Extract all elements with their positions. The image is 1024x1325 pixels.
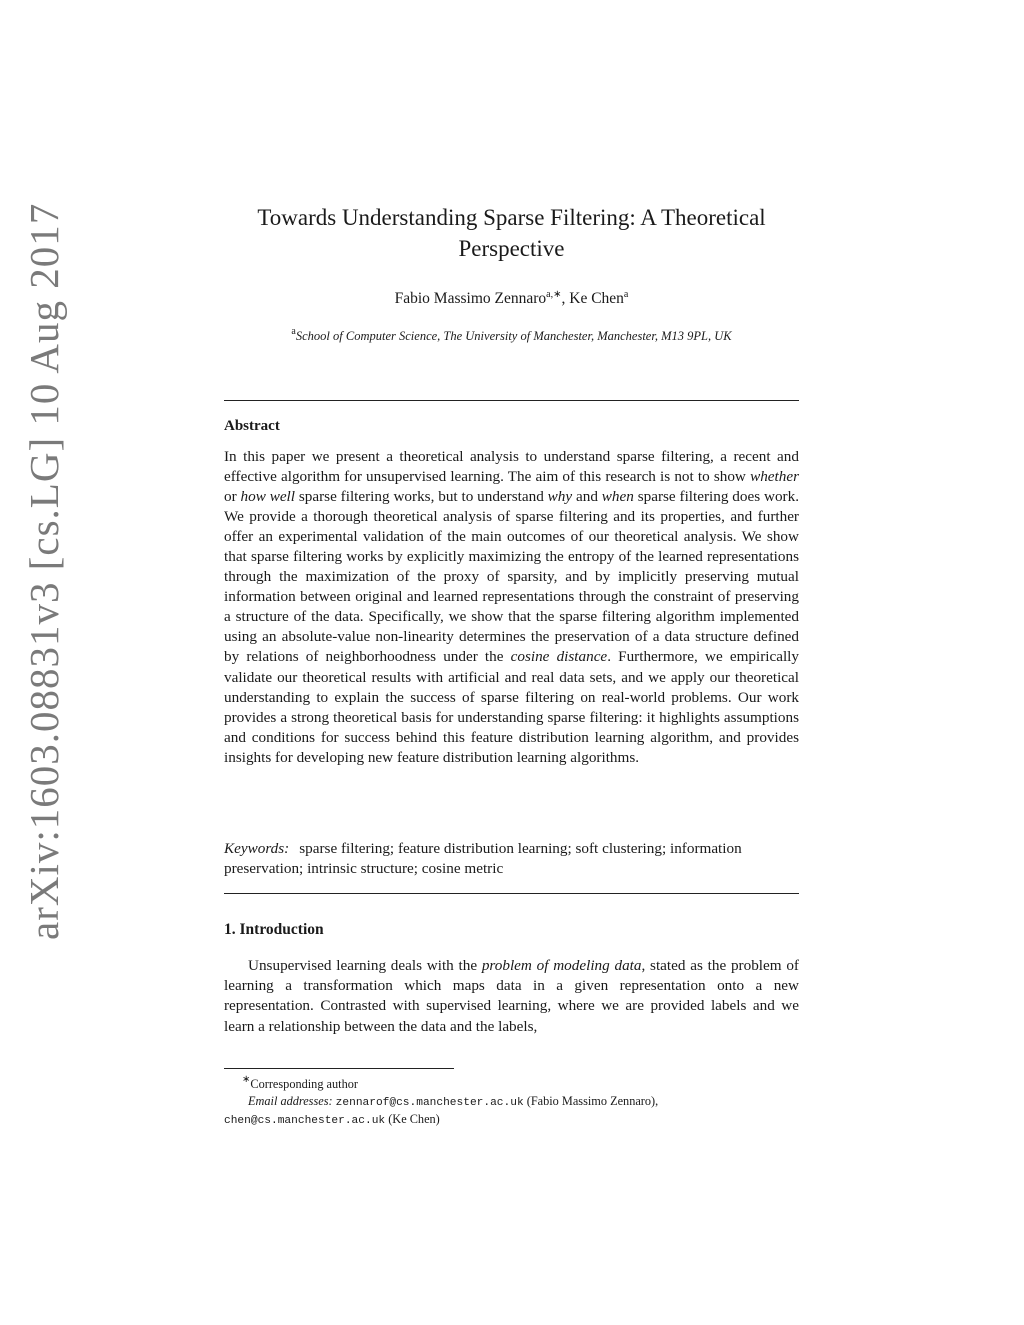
introduction-paragraph — [224, 956, 799, 1037]
abstract-text — [224, 447, 799, 768]
abstract-bottom-rule — [224, 893, 799, 894]
email-label: Email addresses: — [248, 1093, 333, 1108]
author-list — [224, 289, 799, 308]
keywords-text: sparse filtering; feature distribution learning; soft clustering; information preservation; intrinsic structure; cosine metric — [224, 840, 742, 877]
title-line-1: Towards Understanding Sparse Filtering: A Theoretical — [257, 205, 766, 230]
footnote-mark: ∗ — [242, 1074, 251, 1085]
email-link[interactable]: chen@cs.manchester.ac.uk — [224, 1115, 386, 1127]
email-link[interactable]: zennarof@cs.manchester.ac.uk — [335, 1096, 524, 1109]
intro-emphasis: problem of modeling data — [481, 957, 642, 974]
section-heading-introduction: 1. Introduction — [224, 921, 324, 938]
abstract-emphasis: how well — [240, 488, 295, 506]
abstract-emphasis: why — [547, 488, 573, 506]
abstract-emphasis: when — [601, 488, 634, 506]
abstract-top-rule — [224, 400, 799, 401]
keywords — [224, 839, 799, 879]
email-owner: (Fabio Massimo Zennaro), — [523, 1093, 659, 1108]
abstract-emphasis: cosine distance — [510, 648, 608, 666]
author-separator: , — [561, 290, 570, 307]
abstract-heading: Abstract — [224, 418, 280, 434]
abstract-run: In this paper we present a theoretical analysis to understand sparse filtering, a recent and effective algorithm for unsupervised learning. The aim of this research is not to show — [224, 448, 799, 486]
paper-title — [204, 202, 819, 264]
footnote-emails-cont — [224, 1111, 799, 1130]
abstract-run: or — [224, 488, 241, 506]
intro-run: , stated as the problem of learning a transformation which maps data in a given representation onto a new representation. Contrasted with supervised learning, where we are provided labels and we learn a relationship between the data and the labels, — [224, 957, 799, 1035]
footnote-corresponding — [224, 1072, 799, 1093]
abstract-run: sparse filtering does work. We provide a thorough theoretical analysis of sparse filtering and its properties, and further offer an experimental validation of the main outcomes of our theoretical analysis. We show that sparse filtering works by explicitly maximizing the entropy of the learned representations through the maximization of the proxy of sparsity, and by implicitly preserving mutual information between original and learned representations through the constraint of preserving a structure of the data. Specifically, we show that the sparse filtering algorithm implemented using an absolute-value non-linearity determines the preservation of a data structure defined by relations of neighborhoodness under the — [224, 488, 799, 666]
footnote-corresponding-text: Corresponding author — [250, 1077, 358, 1091]
author-name: Fabio Massimo Zennaro — [394, 290, 547, 307]
author-affil-sup: a,∗ — [546, 289, 562, 300]
abstract-emphasis: whether — [750, 468, 799, 486]
abstract-run: and — [572, 488, 602, 506]
abstract-run: . Furthermore, we empirically validate our theoretical results with artificial and real data sets, and we apply our theoretical understanding to explain the success of sparse filtering on real-world problems. Our work provides a strong theoretical basis for understanding sparse filtering: it highlights assumptions and conditions for success behind this feature distribution learning algorithm, and provides insights for developing new feature distribution learning algorithms. — [224, 648, 799, 766]
footnotes — [224, 1072, 799, 1130]
keywords-label: Keywords: — [224, 840, 290, 857]
affiliation-sup: a — [291, 326, 296, 337]
author-name: Ke Chen — [569, 290, 624, 307]
arxiv-identifier: arXiv:1603.08831v3 [cs.LG] 10 Aug 2017 — [21, 202, 67, 940]
affiliation — [224, 326, 799, 344]
affiliation-text: School of Computer Science, The University of Manchester, Manchester, M13 9PL, UK — [295, 329, 732, 343]
author-affil-sup: a — [623, 289, 629, 300]
email-owner: (Ke Chen) — [385, 1112, 440, 1126]
footnote-rule — [224, 1068, 454, 1069]
abstract-run: sparse filtering works, but to understand — [295, 488, 548, 506]
footnote-emails — [224, 1093, 799, 1112]
title-line-2: Perspective — [458, 236, 565, 261]
intro-run: Unsupervised learning deals with the — [248, 957, 482, 974]
